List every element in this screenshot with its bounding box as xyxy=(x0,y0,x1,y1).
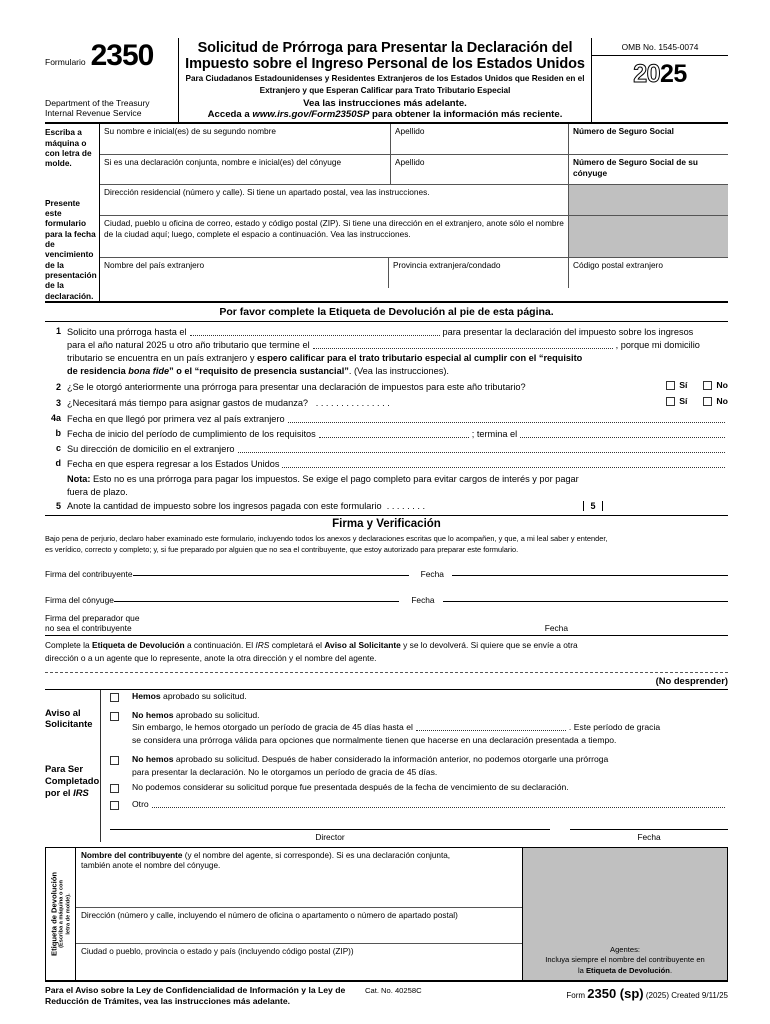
line-4d-input[interactable] xyxy=(282,467,725,468)
return-name-line-2: también anote el nombre del cónyuge. xyxy=(81,861,221,871)
foreign-postal-label: Código postal extranjero xyxy=(573,260,663,271)
your-name-field[interactable] xyxy=(100,124,390,154)
return-label-city-field[interactable] xyxy=(76,944,522,980)
complete-note-line-2: dirección o a un agente que lo represente, anote la otra dirección y el nombre del agente. xyxy=(45,653,377,664)
foreign-country-field[interactable] xyxy=(100,258,388,288)
irs-date-field[interactable] xyxy=(570,829,728,842)
spouse-date-label: Fecha xyxy=(411,595,435,606)
foreign-address-row xyxy=(100,258,728,288)
spouse-last-name-field[interactable] xyxy=(390,155,568,184)
complete-note-line-1 xyxy=(45,639,728,652)
note-label: Nota: xyxy=(67,473,91,484)
foreign-postal-field[interactable] xyxy=(568,258,728,288)
return-label-sub-1: (Escriba a máquina o con xyxy=(58,879,65,948)
taxpayer-name-row xyxy=(100,124,728,155)
line-3 xyxy=(45,396,728,410)
return-label-sub-2: letra de molde). xyxy=(65,893,72,935)
irs-option-3 xyxy=(110,753,728,779)
home-address-label: Dirección residencial (número y calle). Si tiene un apartado postal, vea las instrucciones. xyxy=(104,187,430,198)
irs-label-2: Completado xyxy=(45,774,100,786)
complete-g: y se lo devolverá. Si quiere que se envíe a otra xyxy=(400,640,578,651)
irs-label-1: Para Ser xyxy=(45,763,84,775)
year-prefix: 20 xyxy=(633,60,660,88)
last-name-field[interactable] xyxy=(390,124,568,154)
spouse-signature-row xyxy=(45,595,728,605)
line-3-text xyxy=(67,397,662,410)
agents-line-1: Incluya siempre el nombre del contribuyente en xyxy=(545,955,705,965)
foreign-province-label: Provincia extranjera/condado xyxy=(393,260,501,271)
line-4b-mid: ; termina el xyxy=(471,428,518,439)
option-1-text xyxy=(132,690,247,703)
option-5-label: Otro xyxy=(132,798,149,809)
omb-number: OMB No. 1545-0074 xyxy=(592,38,728,56)
agents-line-2 xyxy=(523,966,727,976)
agents-line-2b: Etiqueta de Devolución xyxy=(585,965,670,975)
director-field[interactable] xyxy=(110,829,550,842)
option-3-line-1 xyxy=(132,753,728,766)
line-1-g: de residencia xyxy=(67,366,129,377)
complete-a: Complete la xyxy=(45,640,93,651)
line-1-row-3 xyxy=(67,352,728,365)
complete-b: Etiqueta de Devolución xyxy=(92,640,185,651)
form-number-row xyxy=(45,38,174,71)
line-1-number: 1 xyxy=(55,326,61,337)
agency-line-2: Internal Revenue Service xyxy=(45,108,142,119)
privacy-line-1: Para el Aviso sobre la Ley de Confidencialidad de Información y la Ley de xyxy=(45,984,346,995)
your-name-label: Su nombre e inicial(es) de su segundo nombre xyxy=(104,126,277,137)
return-label-sidebar-text xyxy=(49,872,72,956)
taxpayer-signature-label: Firma del contribuyente xyxy=(45,569,133,580)
return-label-notice: Por favor complete la Etiqueta de Devolución al pie de esta página. xyxy=(45,303,728,322)
line-4b-label: Fecha de inicio del período de cumplimiento de los requisitos xyxy=(67,428,316,439)
line-4c xyxy=(45,443,728,456)
complete-d: IRS xyxy=(255,640,270,651)
director-label: Director xyxy=(315,831,345,842)
notice-label-2: Solicitante xyxy=(45,718,93,730)
shaded-area-2 xyxy=(568,216,728,257)
city-label-line-2: el nombre de la ciudad aquí; luego, complete el espacio a continuación. Vea las instrucciones. xyxy=(104,218,564,239)
irs-url[interactable]: www.irs.gov/Form2350SP xyxy=(252,109,370,121)
form-number: 2350 xyxy=(90,39,154,72)
website-line xyxy=(183,109,587,120)
option-1-bold: Hemos xyxy=(132,690,161,701)
form-label: Formulario xyxy=(45,56,86,67)
perjury-statement-line-1: Bajo pena de perjurio, declaro haber examinado este formulario, incluyendo todos los anexos y declaraciones escritas que lo acompañen, y que, a mi leal saber y entender, xyxy=(45,534,608,543)
line-2-text: ¿Se le otorgó anteriormente una prórroga para presentar una declaración de impuestos para este año tributario? xyxy=(67,381,526,392)
catalog-number: Cat. No. 40258C xyxy=(365,985,422,995)
agents-line-2a: la xyxy=(577,965,586,975)
ssn-label: Número de Seguro Social xyxy=(573,126,674,137)
preparer-label-line-1: Firma del preparador que xyxy=(45,613,140,624)
form-lines xyxy=(45,322,728,516)
line-2-yes xyxy=(662,380,687,390)
line-5 xyxy=(45,500,728,516)
complete-return-label-note xyxy=(45,635,728,664)
irs-checkbox-options xyxy=(100,690,728,842)
irs-block-labels xyxy=(45,690,100,842)
irs-option-2 xyxy=(110,709,728,748)
option-2-grace-suffix: . Este período de gracia xyxy=(568,722,661,733)
line-1-c: para el año natural 2025 u otro año tributario que termine el xyxy=(67,340,310,351)
filing-instructions-sidebar xyxy=(45,124,100,301)
option-2-line-3: se considera una prórroga válida para opciones que normalmente tienen que hacerse en una declaración presentada a tiempo. xyxy=(132,735,617,746)
option-2-line-2 xyxy=(132,721,728,734)
line-1-i: ” o el “requisito de presencia sustancial” xyxy=(169,366,349,377)
city-field[interactable] xyxy=(100,216,568,257)
line-1-b: para presentar la declaración del impuesto sobre los ingresos xyxy=(442,327,694,338)
option-1-rest: aprobado su solicitud. xyxy=(160,690,247,701)
line-2-yes-checkbox[interactable] xyxy=(666,381,675,390)
line-1-h: bona fide xyxy=(128,366,170,377)
access-prefix: Acceda a xyxy=(207,109,253,121)
line-2-yes-label: Sí xyxy=(679,380,688,391)
option-3-checkbox-wrap xyxy=(110,753,132,768)
note-row-2: fuera de plazo. xyxy=(67,486,128,497)
shaded-area-1 xyxy=(568,185,728,215)
irs-option-1 xyxy=(110,690,728,705)
tax-year xyxy=(592,56,728,87)
line-3-no xyxy=(687,396,728,406)
return-city-label: Ciudad o pueblo, provincia o estado y país (incluyendo código postal (ZIP)) xyxy=(81,946,354,956)
instructions-note: Vea las instrucciones más adelante. xyxy=(303,98,467,110)
irs-use-block xyxy=(45,689,728,842)
privacy-act-notice xyxy=(45,985,365,1008)
line-5-box-number: 5 xyxy=(583,501,603,511)
irs-completed-label xyxy=(45,763,100,798)
option-1-checkbox[interactable] xyxy=(110,693,119,702)
line-3-yes-label: Sí xyxy=(679,396,688,406)
line-3-label: ¿Necesitará más tiempo para asignar gastos de mudanza? xyxy=(67,397,309,408)
line-2 xyxy=(45,380,728,394)
line-1-text xyxy=(67,326,728,378)
agents-title: Agentes: xyxy=(610,945,640,955)
grace-period-date-input[interactable] xyxy=(416,730,566,731)
irs-label-3a: por el xyxy=(45,786,74,798)
taxpayer-date-input[interactable] xyxy=(452,575,728,576)
name-address-fields xyxy=(100,124,728,301)
line-3-number: 3 xyxy=(55,397,61,408)
option-5-checkbox[interactable] xyxy=(110,801,119,810)
preparer-date-label: Fecha xyxy=(544,623,568,634)
header-left xyxy=(45,38,178,122)
signature-section-title: Firma y Verificación xyxy=(332,518,441,530)
spouse-last-name-label: Apellido xyxy=(395,157,425,168)
line-2-no-checkbox[interactable] xyxy=(703,381,712,390)
director-gap xyxy=(550,829,570,842)
option-3-bold: No hemos xyxy=(132,754,174,765)
line-3-no-checkbox[interactable] xyxy=(703,397,712,406)
director-signature-row xyxy=(110,829,728,842)
spouse-ssn-label: Número de Seguro Social de su cónyuge xyxy=(573,157,698,178)
line-5-text xyxy=(67,500,583,513)
option-2-checkbox-wrap xyxy=(110,709,132,724)
form-revision-date: (2025) Created 9/11/25 xyxy=(643,990,728,1000)
line-1-d: , porque mi domicilio xyxy=(615,340,700,351)
option-5-checkbox-wrap xyxy=(110,798,132,813)
line-4a xyxy=(45,413,728,426)
form-revision-info xyxy=(485,985,728,1001)
form-designation: 2350 (sp) xyxy=(587,985,644,1001)
option-2-rest: aprobado su solicitud. xyxy=(173,709,260,720)
line-4d-text xyxy=(67,458,728,471)
taxpayer-date-label: Fecha xyxy=(420,569,444,580)
year-suffix: 25 xyxy=(660,60,687,88)
form-title-line-1: Solicitud de Prórroga para Presentar la Declaración del xyxy=(197,40,573,56)
tax-year-end-input[interactable] xyxy=(313,348,613,349)
option-4-checkbox-wrap xyxy=(110,781,132,796)
line-4b-number: b xyxy=(55,427,61,438)
agency-line-1: Department of the Treasury xyxy=(45,97,150,108)
return-label-title: Etiqueta de Devolución xyxy=(48,871,58,956)
header-right xyxy=(592,38,728,122)
line-4a-number: 4a xyxy=(50,412,61,423)
option-3-text xyxy=(132,753,728,779)
option-2-checkbox[interactable] xyxy=(110,712,119,721)
header-title-block xyxy=(178,38,592,122)
line-3-no-label: No xyxy=(716,396,728,406)
option-5-input[interactable] xyxy=(152,807,725,808)
line-4b xyxy=(45,428,728,441)
agents-note xyxy=(523,945,727,976)
return-label-fields xyxy=(76,848,522,980)
form-prefix: Form xyxy=(566,990,588,1000)
line-4d xyxy=(45,458,728,471)
agents-line-2c: . xyxy=(669,965,673,975)
foreign-country-label: Nombre del país extranjero xyxy=(104,260,205,271)
line-4a-text xyxy=(67,413,728,426)
access-suffix: para obtener la información más reciente. xyxy=(369,109,563,121)
irs-date-label: Fecha xyxy=(637,831,661,842)
return-label-sidebar xyxy=(46,848,76,980)
preparer-signature-row xyxy=(45,613,728,633)
irs-option-4 xyxy=(110,781,728,796)
spouse-signature-label: Firma del cónyuge xyxy=(45,595,114,606)
line-1 xyxy=(45,326,728,378)
note-body: Esto no es una prórroga para pagar los impuestos. Se exige el pago completo para evitar cargos de interés y por pagar xyxy=(90,473,579,484)
line-4b-end-input[interactable] xyxy=(520,437,725,438)
spouse-ssn-field[interactable] xyxy=(568,155,728,184)
form-title-line-2: Impuesto sobre el Ingreso Personal de los Estados Unidos xyxy=(185,56,585,73)
spouse-date-input[interactable] xyxy=(443,601,728,602)
line-1-row-1 xyxy=(67,326,728,339)
taxpayer-signature-row xyxy=(45,569,728,579)
line-3-yes xyxy=(662,396,687,406)
line-1-f: espero calificar para el trato tributario especial al cumplir con el “requisito xyxy=(257,353,583,364)
line-5-number: 5 xyxy=(55,500,61,511)
home-address-field[interactable] xyxy=(100,185,568,215)
due-date-instruction: Presente este formulario para la fecha de vencimiento de la presentación de la declaración. xyxy=(45,197,97,301)
form-subtitle-line-2: Extranjero y que Esperan Calificar para Trato Tributario Especial xyxy=(259,86,511,96)
return-name-rest: (y el nombre del agente, si corresponde). Si es una declaración conjunta, xyxy=(182,850,451,860)
privacy-line-2: Reducción de Trámites, vea las instrucciones más adelante. xyxy=(45,996,291,1007)
option-3-rest: aprobado su solicitud. Después de haber considerado la información anterior, no podemos otorgarle una prórroga xyxy=(173,754,609,765)
ssn-field[interactable] xyxy=(568,124,728,154)
note-text xyxy=(67,473,728,499)
city-state-zip-row xyxy=(100,216,728,258)
complete-c: a continuación. El xyxy=(184,640,256,651)
form-header xyxy=(45,38,728,124)
line-1-j: . (Vea las instrucciones). xyxy=(348,366,449,377)
line-1-a: Solicito una prórroga hasta el xyxy=(67,327,187,338)
option-4-text: No podemos considerar su solicitud porque fue presentada después de la fecha de vencimiento de su declaración. xyxy=(132,782,569,793)
line-4c-input[interactable] xyxy=(238,452,725,453)
line-4c-text xyxy=(67,443,728,456)
agency-name xyxy=(45,98,150,119)
option-3-line-2: para presentar la declaración. No le otorgamos un período de gracia de 45 días. xyxy=(132,767,438,778)
spouse-signature-input[interactable] xyxy=(114,601,399,602)
line-2-no xyxy=(687,380,728,390)
return-address-label: Dirección (número y calle, incluyendo el número de oficina o apartamento o número de apartado postal) xyxy=(81,910,458,920)
city-label-line-1: Ciudad, pueblo u oficina de correo, estado y código postal (ZIP). Si tiene una dirección en el extranjero, anote sólo xyxy=(104,218,525,229)
extension-date-input[interactable] xyxy=(190,335,440,336)
line-1-row-2 xyxy=(67,339,728,352)
option-2-bold: No hemos xyxy=(132,709,174,720)
return-label-shaded-area xyxy=(522,848,727,980)
line-4c-number: c xyxy=(55,442,61,453)
form-page xyxy=(45,38,728,1008)
line-2-no-label: No xyxy=(716,380,728,391)
notice-to-applicant-label xyxy=(45,707,100,731)
complete-e: completará el xyxy=(269,640,325,651)
taxpayer-signature-input[interactable] xyxy=(133,575,409,576)
option-2-text xyxy=(132,709,728,748)
line-3-yes-checkbox[interactable] xyxy=(666,397,675,406)
print-instruction: Escriba a máquina o con letra de molde. xyxy=(45,127,92,169)
name-address-block xyxy=(45,124,728,303)
line-3-dots: . . . . . . . . . . . . . . . xyxy=(315,397,390,408)
line-4a-label: Fecha en que llegó por primera vez al país extranjero xyxy=(67,413,285,424)
home-address-row xyxy=(100,185,728,216)
complete-f: Aviso al Solicitante xyxy=(324,640,401,651)
note-spacer xyxy=(45,473,67,499)
option-2-grace-label: Sin embargo, le hemos otorgado un período de gracia de 45 días hasta el xyxy=(132,722,413,733)
option-5-text xyxy=(132,798,728,811)
do-not-detach-label: (No desprender) xyxy=(655,674,728,686)
foreign-province-field[interactable] xyxy=(388,258,568,288)
line-4a-input[interactable] xyxy=(288,422,725,423)
line-4d-label: Fecha en que espera regresar a los Estados Unidos xyxy=(67,458,280,469)
option-1-checkbox-wrap xyxy=(110,690,132,705)
return-label-name-field[interactable] xyxy=(76,848,522,908)
line-2-number: 2 xyxy=(55,381,61,392)
notice-label-1: Aviso al xyxy=(45,706,81,718)
line-4-note xyxy=(45,473,728,499)
return-label-block xyxy=(45,847,728,982)
line-4b-start-input[interactable] xyxy=(319,437,469,438)
line-5-label: Anote la cantidad de impuesto sobre los ingresos pagada con este formulario xyxy=(67,500,382,511)
line-4b-text xyxy=(67,428,728,441)
option-3-checkbox[interactable] xyxy=(110,756,119,765)
line-5-dots: . . . . . . . . xyxy=(386,500,426,511)
spouse-name-field[interactable] xyxy=(100,155,390,184)
spouse-name-row xyxy=(100,155,728,185)
preparer-signature-label xyxy=(45,613,140,633)
irs-label-3b: IRS xyxy=(73,786,89,798)
option-2-line-1 xyxy=(132,709,728,722)
option-4-checkbox[interactable] xyxy=(110,784,119,793)
preparer-label-line-2: no sea el contribuyente xyxy=(45,623,132,634)
return-label-address-field[interactable] xyxy=(76,908,522,944)
irs-option-5 xyxy=(110,798,728,813)
line-1-e: tributario se encuentra en un país extranjero y xyxy=(67,353,257,364)
return-name-bold: Nombre del contribuyente xyxy=(81,850,183,860)
perjury-statement-line-2: es verídico, correcto y completo; y, si fue preparado por alguien que no sea el contribuyente, que estoy autorizado para preparar este formulario. xyxy=(45,544,519,554)
form-subtitle-line-1: Para Ciudadanos Estadounidenses y Residentes Extranjeros de los Estados Unidos que Residen en el xyxy=(185,74,585,84)
form-footer xyxy=(45,982,728,1008)
last-name-label: Apellido xyxy=(395,126,425,137)
line-4d-number: d xyxy=(55,457,61,468)
signature-section xyxy=(45,516,728,665)
note-row-1 xyxy=(67,473,728,486)
line-1-row-4 xyxy=(67,365,728,378)
line-4c-label: Su dirección de domicilio en el extranjero xyxy=(67,443,235,454)
irs-label-3 xyxy=(45,787,100,799)
spouse-name-label: Si es una declaración conjunta, nombre e inicial(es) del cónyuge xyxy=(104,157,342,168)
